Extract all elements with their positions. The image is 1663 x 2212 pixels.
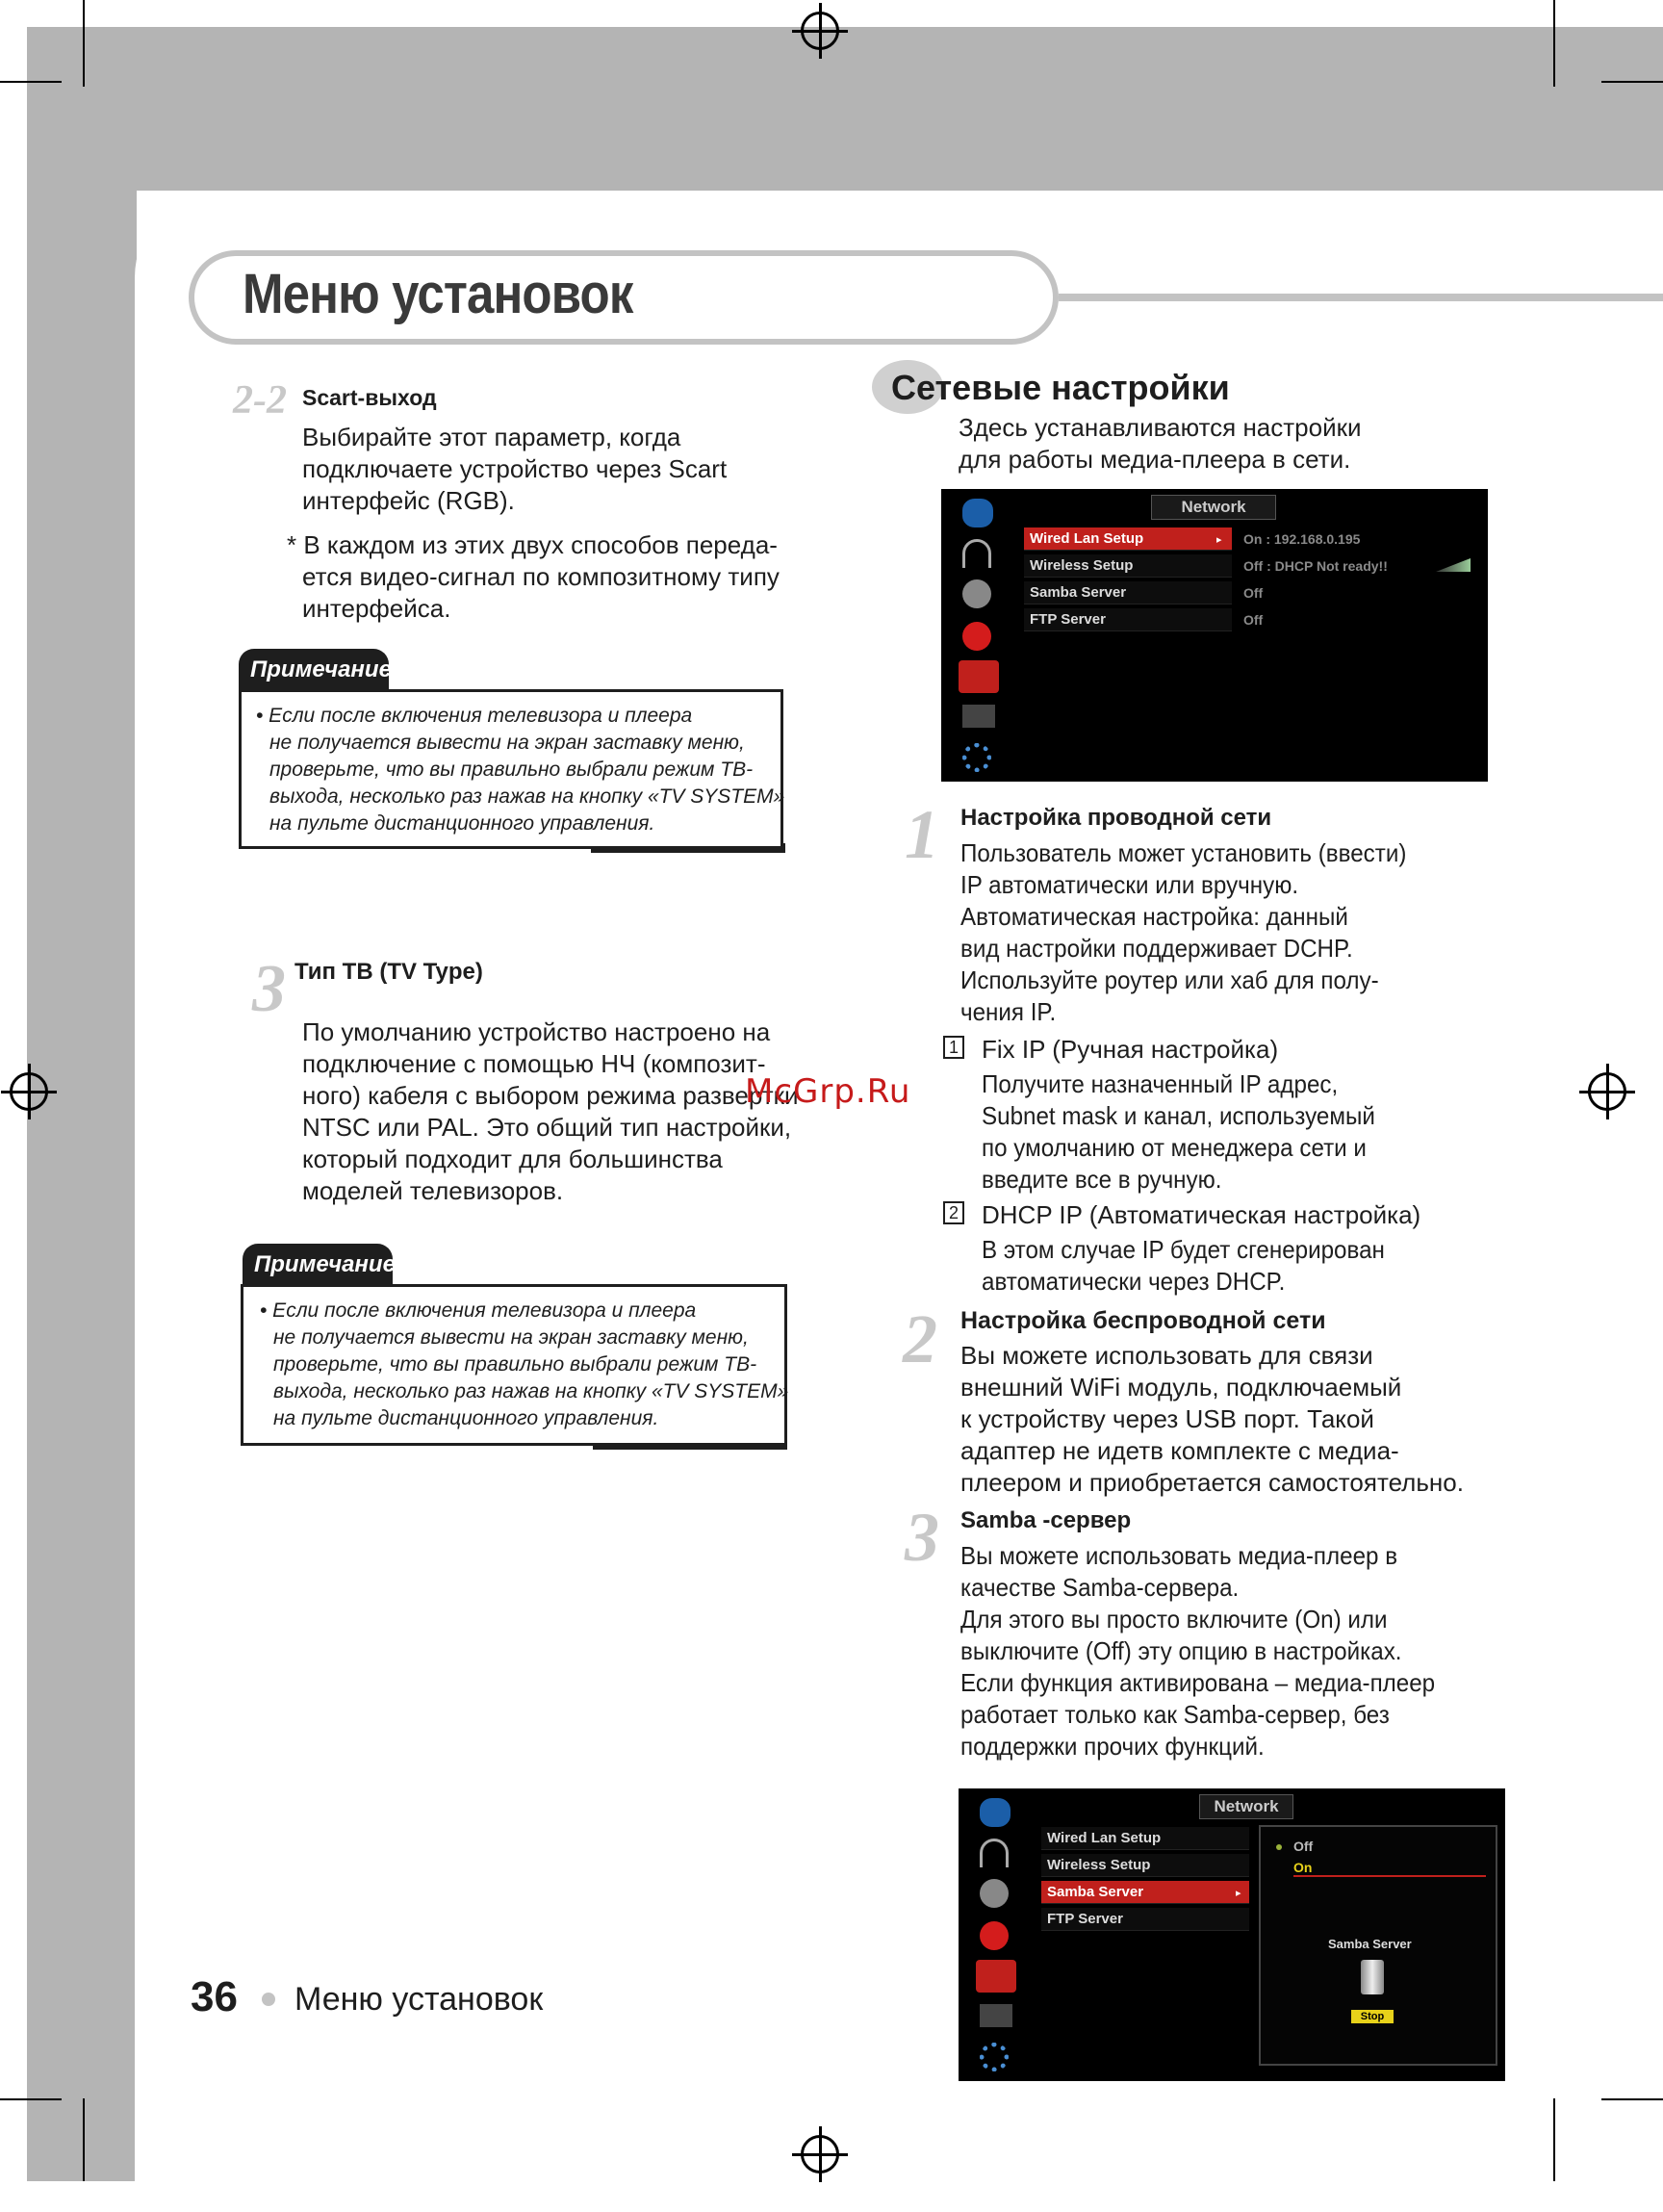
text-line: внешний WiFi модуль, подключаемый — [960, 1373, 1402, 1402]
text-line: проверьте, что вы правильно выбрали режим ТВ- — [273, 1353, 757, 1376]
film-reel-icon — [962, 579, 991, 608]
text-line: Здесь устанавливаются настройки — [959, 413, 1362, 442]
section-heading: Тип ТВ (TV Type) — [294, 959, 483, 985]
page-number: 36 — [191, 1973, 238, 2020]
text-line: IP автоматически или вручную. — [960, 870, 1299, 899]
record-icon — [962, 622, 991, 651]
menu-item-wireless[interactable]: Wireless Setup — [1041, 1854, 1249, 1877]
chevron-right-icon: ▸ — [1236, 1888, 1241, 1899]
text-line: для работы медиа-плеера в сети. — [959, 445, 1351, 474]
radio-dot-icon — [1276, 1844, 1282, 1850]
drive-icon — [980, 2004, 1012, 2027]
film-reel-icon — [980, 1879, 1009, 1908]
text-line: вид настройки поддерживает DCHP. — [960, 934, 1353, 963]
section-number: 2-2 — [233, 378, 287, 423]
section-heading: Настройка проводной сети — [960, 805, 1272, 831]
watermark: McGrp.Ru — [745, 1072, 911, 1111]
text-line: Вы можете использовать для связи — [960, 1341, 1373, 1370]
crop-mark — [1553, 0, 1555, 87]
popup-title: Samba Server — [1328, 1937, 1412, 1951]
option-title: DHCP IP (Автоматическая настройка) — [982, 1200, 1421, 1229]
samba-screenshot — [959, 1788, 1505, 2081]
registration-mark-icon — [801, 12, 839, 50]
note-text — [260, 1298, 788, 1432]
signal-strength-icon — [1436, 558, 1471, 572]
crop-mark — [83, 0, 85, 87]
text-line: Пользователь может установить (ввести) — [960, 838, 1407, 867]
section-body — [960, 837, 1406, 1028]
text-line: качестве Samba-сервера. — [960, 1573, 1240, 1602]
list-number-box: 1 — [943, 1036, 964, 1059]
text-line: Если функция активирована – медиа-плеер — [960, 1668, 1436, 1697]
section-number: 3 — [252, 952, 286, 1026]
text-line: моделей телевизоров. — [302, 1176, 564, 1205]
section-number: 3 — [905, 1499, 939, 1576]
text-line: интерфейса. — [302, 594, 451, 623]
text-line: адаптер не идетв комплекте с медиа- — [960, 1436, 1399, 1465]
text-line: Используйте роутер или хаб для полу- — [960, 965, 1379, 994]
note-tab: Примечание — [239, 649, 389, 695]
tv-icon — [980, 1798, 1011, 1827]
chevron-right-icon: ▸ — [1216, 534, 1222, 546]
screen-header: Network — [1199, 1794, 1293, 1819]
drive-icon — [962, 705, 995, 728]
text-line: чения IP. — [960, 997, 1057, 1026]
text-line: Автоматическая настройка: данный — [960, 902, 1348, 931]
option-body — [982, 1234, 1385, 1298]
menu-value: Off : DHCP Not ready!! — [1243, 558, 1388, 574]
text-line: Для этого вы просто включите (On) или — [960, 1605, 1388, 1633]
registration-mark-icon — [1588, 1072, 1626, 1111]
text-line: который подходит для большинства — [302, 1145, 723, 1173]
menu-value: Off — [1243, 612, 1264, 628]
popup-option-selected[interactable]: On — [1293, 1860, 1486, 1877]
menu-value: Off — [1243, 585, 1264, 601]
section-number: 1 — [905, 796, 939, 873]
text-line: Получите назначенный IP адрес, — [982, 1069, 1339, 1098]
crop-mark — [83, 2098, 85, 2181]
crop-mark — [1601, 81, 1663, 83]
text-line: не получается вывести на экран заставку меню, — [273, 1326, 749, 1349]
network-icon — [959, 660, 999, 693]
note-tab: Примечание — [243, 1244, 393, 1290]
crop-mark — [0, 2098, 62, 2100]
crop-mark — [0, 81, 62, 83]
stop-button[interactable]: Stop — [1351, 2010, 1394, 2023]
header-band — [27, 27, 1663, 191]
text-line: подключение с помощью НЧ (композит- — [302, 1049, 766, 1078]
menu-value: On : 192.168.0.195 — [1243, 531, 1361, 547]
text-line: по умолчанию от менеджера сети и — [982, 1133, 1367, 1162]
menu-item-wired-lan[interactable]: Wired Lan Setup — [1024, 527, 1232, 551]
text-line: подключаете устройство через Scart — [302, 454, 728, 483]
record-icon — [980, 1921, 1009, 1950]
text-line: • Если после включения телевизора и плеера — [260, 1299, 697, 1322]
text-line: автоматически через DHCP. — [982, 1267, 1286, 1296]
section-number: 2 — [903, 1300, 937, 1377]
text-line: поддержки прочих функций. — [960, 1732, 1265, 1761]
text-line: ется видео-сигнал по композитному типу — [302, 562, 780, 591]
text-line: проверьте, что вы правильно выбрали режим ТВ- — [269, 759, 754, 781]
section-body — [302, 1016, 799, 1207]
popup-option[interactable]: Off — [1293, 1839, 1314, 1854]
text-line: Subnet mask и канал, используемый — [982, 1101, 1375, 1130]
crop-mark — [1553, 2098, 1555, 2181]
screen-header: Network — [1151, 495, 1276, 520]
text-line: выключите (Off) эту опцию в настройках. — [960, 1636, 1402, 1665]
text-line: плеером и приобретается самостоятельно. — [960, 1468, 1464, 1497]
section-title: Сетевые настройки — [891, 368, 1230, 407]
text-line: ного) кабеля с выбором режима развертки — [302, 1081, 799, 1110]
section-intro — [959, 412, 1362, 476]
section-heading: Scart-выход — [302, 385, 437, 410]
network-icon — [976, 1960, 1016, 1993]
gear-icon — [980, 2043, 1009, 2071]
option-title: Fix IP (Ручная настройка) — [982, 1035, 1279, 1064]
text-line: Вы можете использовать медиа-плеер в — [960, 1541, 1398, 1570]
footer-label: Меню установок — [294, 1981, 544, 2018]
menu-item-samba[interactable]: Samba Server — [1041, 1881, 1249, 1904]
menu-item-wired-lan[interactable]: Wired Lan Setup — [1041, 1827, 1249, 1850]
registration-mark-icon — [10, 1072, 48, 1111]
network-screenshot — [941, 489, 1488, 782]
text-line: на пульте дистанционного управления. — [273, 1407, 659, 1429]
text-line: В этом случае IP будет сгенерирован — [982, 1235, 1385, 1264]
section-heading: Samba -сервер — [960, 1507, 1132, 1533]
text-line: • Если после включения телевизора и плеера — [256, 705, 693, 727]
menu-item-ftp[interactable]: FTP Server — [1041, 1908, 1249, 1931]
tv-icon — [962, 499, 993, 527]
note-text — [256, 703, 784, 837]
text-line: NTSC или PAL. Это общий тип настройки, — [302, 1113, 792, 1142]
text-line: Выбирайте этот параметр, когда — [302, 423, 681, 451]
title-rule — [1059, 294, 1663, 301]
menu-item-wireless[interactable]: Wireless Setup — [1024, 554, 1232, 578]
registration-mark-icon — [801, 2135, 839, 2173]
text-line: работает только как Samba-сервер, без — [960, 1700, 1390, 1729]
section-body — [960, 1540, 1435, 1762]
text-line: к устройству через USB порт. Такой — [960, 1404, 1374, 1433]
menu-item-samba[interactable]: Samba Server — [1024, 581, 1232, 604]
text-line: выхода, несколько раз нажав на кнопку «TV SYSTEM» — [273, 1380, 789, 1402]
crop-mark — [1601, 2098, 1663, 2100]
option-body — [982, 1068, 1375, 1196]
menu-item-ftp[interactable]: FTP Server — [1024, 608, 1232, 631]
text-line: * В каждом из этих двух способов переда- — [287, 530, 778, 559]
footer-bullet-icon — [262, 1993, 275, 2006]
list-number-box: 2 — [943, 1201, 964, 1224]
section-heading: Настройка беспроводной сети — [960, 1307, 1326, 1334]
text-line: не получается вывести на экран заставку меню, — [269, 732, 745, 754]
text-line: выхода, несколько раз нажав на кнопку «TV SYSTEM» — [269, 785, 785, 808]
headphones-icon — [962, 539, 991, 568]
gear-icon — [962, 743, 991, 772]
server-icon — [1361, 1960, 1384, 1994]
footnote — [287, 529, 780, 625]
page-title: Меню установок — [243, 263, 633, 325]
text-line: на пульте дистанционного управления. — [269, 812, 655, 835]
text-line: По умолчанию устройство настроено на — [302, 1017, 771, 1046]
text-line: введите все в ручную. — [982, 1165, 1222, 1194]
section-body — [960, 1340, 1464, 1499]
text-line: интерфейс (RGB). — [302, 486, 515, 515]
headphones-icon — [980, 1839, 1009, 1867]
section-body — [302, 422, 727, 517]
